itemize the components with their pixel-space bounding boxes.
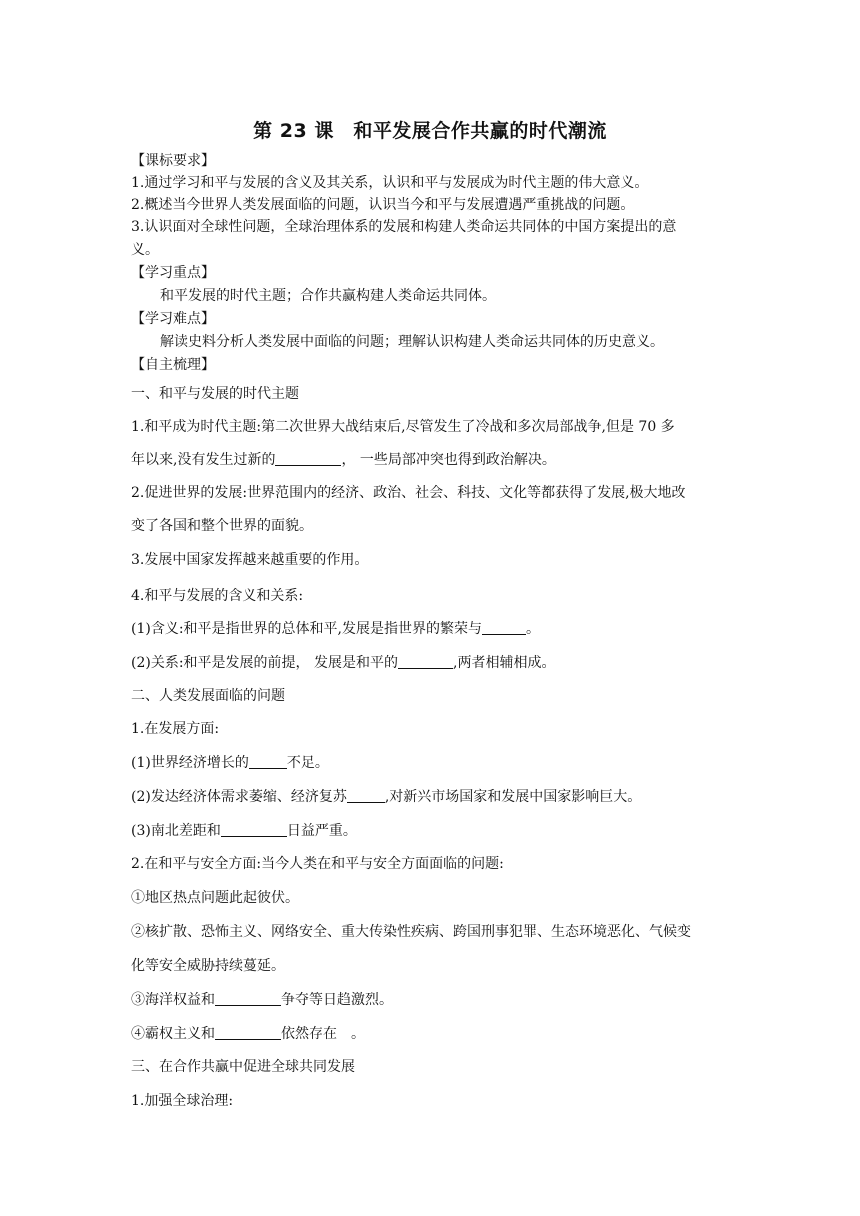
text-line: ②核扩散、恐怖主义、网络安全、重大传染性疾病、跨国刑事犯罪、生态环境恶化、气候变 xyxy=(131,924,691,940)
text-line: 1.和平成为时代主题:第二次世界大战结束后,尽管发生了冷战和多次局部战争,但是 70 多 xyxy=(131,419,675,435)
key-points-text: 和平发展的时代主题；合作共赢构建人类命运共同体。 xyxy=(160,288,496,304)
text-line: 3.发展中国家发挥越来越重要的作用。 xyxy=(131,552,369,568)
fill-blank[interactable] xyxy=(221,822,287,837)
text-line-with-blank: (2)发达经济体需求萎缩、经济复苏 ,对新兴市场国家和发展中国家影响巨大。 xyxy=(131,789,642,805)
text-line: 化等安全威胁持续蔓延。 xyxy=(131,958,285,974)
text-line-with-blank: (2)关系:和平是发展的前提， 发展是和平的 ,两者相辅相成。 xyxy=(131,655,556,671)
text-line-with-blank: (3)南北差距和 日益严重。 xyxy=(131,823,357,839)
text-line-with-blank: (1)世界经济增长的 不足。 xyxy=(131,755,329,771)
text-line-with-blank: ③海洋权益和 争夺等日趋激烈。 xyxy=(131,992,393,1008)
requirements-heading: 【课标要求】 xyxy=(131,153,215,169)
text-line: 4.和平与发展的含义和关系: xyxy=(131,588,304,604)
key-points-heading: 【学习重点】 xyxy=(131,265,215,281)
fill-blank[interactable] xyxy=(398,654,453,669)
text-line: 2.促进世界的发展:世界范围内的经济、政治、社会、科技、文化等都获得了发展,极大地改 xyxy=(131,485,686,501)
fill-blank[interactable] xyxy=(215,991,281,1006)
requirement-item-2: 2.概述当今世界人类发展面临的问题，认识当今和平与发展遭遇严重挑战的问题。 xyxy=(131,197,635,213)
difficulties-heading: 【学习难点】 xyxy=(131,311,215,327)
section-heading-3: 三、在合作共赢中促进全球共同发展 xyxy=(131,1059,355,1075)
difficulties-text: 解读史料分析人类发展中面临的问题；理解认识构建人类命运共同体的历史意义。 xyxy=(160,334,664,350)
section-heading-2: 二、人类发展面临的问题 xyxy=(131,688,285,704)
fill-blank[interactable] xyxy=(215,1025,281,1040)
text-line: ①地区热点问题此起彼伏。 xyxy=(131,890,299,906)
requirement-item-3-cont: 义。 xyxy=(131,242,159,258)
fill-blank[interactable] xyxy=(275,451,341,466)
section-heading-1: 一、和平与发展的时代主题 xyxy=(131,386,299,402)
self-study-heading: 【自主梳理】 xyxy=(131,357,215,373)
text-line: 2.在和平与安全方面:当今人类在和平与安全方面面临的问题: xyxy=(131,856,504,872)
lesson-title: 第 23 课 和平发展合作共赢的时代潮流 xyxy=(253,120,607,142)
fill-blank[interactable] xyxy=(249,754,287,769)
text-line: 变了各国和整个世界的面貌。 xyxy=(131,518,313,534)
text-line: 1.在发展方面: xyxy=(131,721,220,737)
text-line: 1.加强全球治理: xyxy=(131,1093,234,1109)
requirement-item-1: 1.通过学习和平与发展的含义及其关系，认识和平与发展成为时代主题的伟大意义。 xyxy=(131,175,649,191)
text-line-with-blank: 年以来,没有发生过新的 ， 一些局部冲突也得到政治解决。 xyxy=(131,452,556,468)
fill-blank[interactable] xyxy=(347,788,385,803)
text-line-with-blank: ④霸权主义和 依然存在 。 xyxy=(131,1026,365,1042)
fill-blank[interactable] xyxy=(482,620,526,635)
requirement-item-3: 3.认识面对全球性问题，全球治理体系的发展和构建人类命运共同体的中国方案提出的意 xyxy=(131,219,677,235)
text-line-with-blank: (1)含义:和平是指世界的总体和平,发展是指世界的繁荣与 。 xyxy=(131,621,540,637)
